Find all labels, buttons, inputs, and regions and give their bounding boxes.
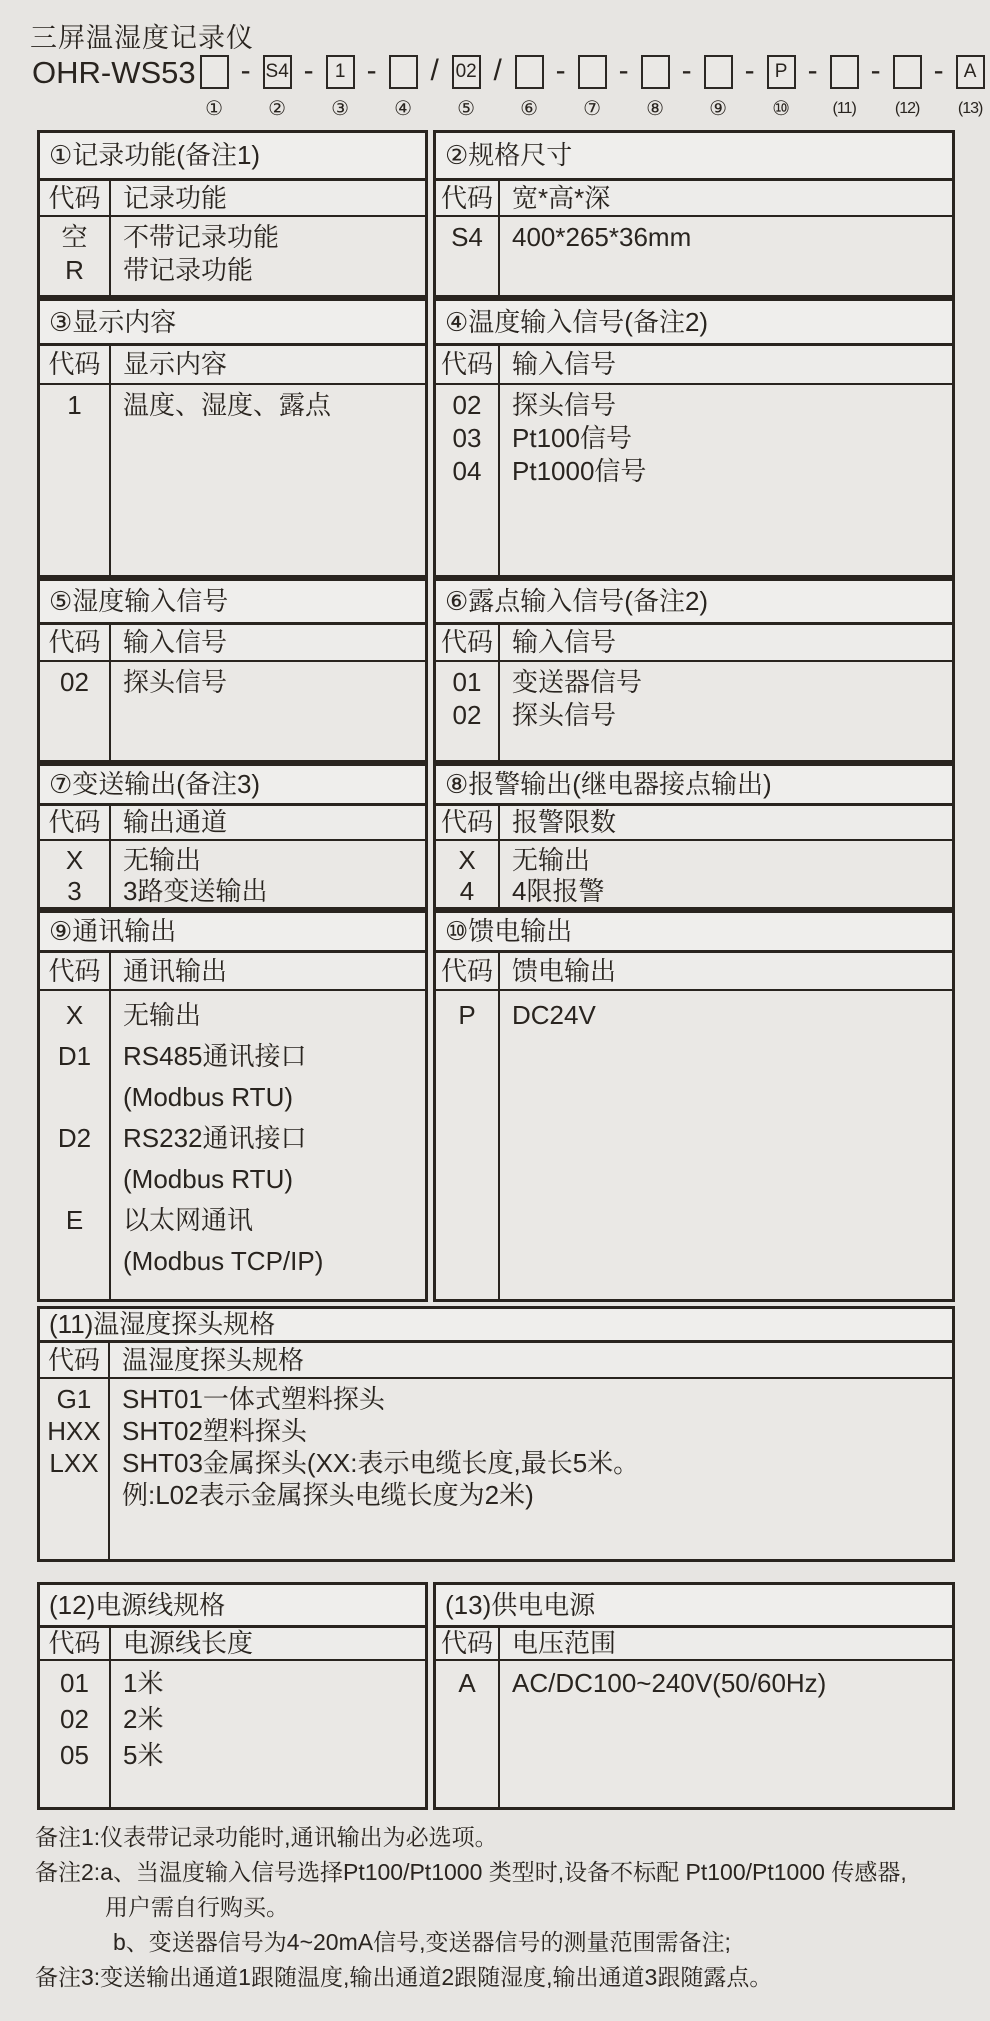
desc-value: (Modbus RTU) xyxy=(123,1164,294,1194)
desc-cell xyxy=(111,991,425,1299)
code-cell xyxy=(436,662,500,760)
code-cell xyxy=(436,385,500,575)
code-value: HXX xyxy=(47,1416,101,1446)
code-value: P xyxy=(458,1000,476,1030)
footnote-1: 备注1:仪表带记录功能时,通讯输出为必选项。 xyxy=(35,1824,498,1850)
model-slot-8 xyxy=(640,55,671,120)
model-box-8 xyxy=(641,55,670,89)
code-cell xyxy=(436,841,500,907)
desc-cell xyxy=(500,385,952,575)
code-value: 01 xyxy=(60,1668,89,1698)
code-value: 02 xyxy=(452,390,482,420)
model-code-row xyxy=(32,55,986,120)
code-value: E xyxy=(65,1205,84,1235)
section-8-alarm-output xyxy=(433,763,955,910)
code-cell xyxy=(40,841,111,907)
section-12-title: (12)电源线规格 xyxy=(40,1585,425,1628)
model-box-4 xyxy=(389,55,418,89)
code-value: 03 xyxy=(452,423,482,453)
code-value: 01 xyxy=(452,667,482,697)
code-value: S4 xyxy=(451,222,483,252)
section-11-body xyxy=(40,1379,952,1559)
position-label-9: ⑨ xyxy=(709,98,728,120)
section-11-probe-spec xyxy=(37,1306,955,1562)
code-value: G1 xyxy=(56,1384,92,1414)
section-4-body xyxy=(436,385,952,575)
code-column-header: 代码 xyxy=(436,1628,500,1659)
desc-value: 不带记录功能 xyxy=(123,222,280,252)
code-value: 1 xyxy=(67,390,82,420)
desc-column-header: 馈电输出 xyxy=(512,956,617,986)
code-column-header: 代码 xyxy=(40,1343,110,1377)
section-4-temperature-input xyxy=(433,298,955,578)
code-value: X xyxy=(458,845,476,875)
section-7-column-headers xyxy=(40,806,425,841)
code-cell xyxy=(40,217,111,295)
desc-value: 无输出 xyxy=(512,845,591,875)
model-separator: - xyxy=(555,54,566,87)
model-separator: - xyxy=(744,54,755,87)
section-2-column-headers xyxy=(436,181,952,217)
position-label-8: ⑧ xyxy=(646,98,665,120)
section-1-record-function xyxy=(37,130,428,298)
position-label-10: ⑩ xyxy=(772,98,791,120)
position-label-11: (11) xyxy=(832,100,856,117)
desc-value: 400*265*36mm xyxy=(512,222,692,252)
code-value: 02 xyxy=(452,700,482,730)
desc-value: (Modbus RTU) xyxy=(123,1082,294,1112)
desc-value: Pt100信号 xyxy=(512,423,632,453)
code-value xyxy=(40,1159,109,1200)
section-1-column-headers xyxy=(40,181,425,217)
footnotes xyxy=(35,1820,980,1995)
section-1-title: ①记录功能(备注1) xyxy=(40,133,425,181)
code-value: D1 xyxy=(57,1041,92,1071)
model-box-9 xyxy=(704,55,733,89)
desc-column-header: 显示内容 xyxy=(123,349,228,379)
section-13-title: (13)供电电源 xyxy=(436,1585,952,1628)
model-separator: - xyxy=(366,54,377,87)
section-5-body xyxy=(40,662,425,760)
desc-column-header: 记录功能 xyxy=(123,183,228,213)
code-value: 3 xyxy=(67,876,82,906)
position-label-1: ① xyxy=(205,98,224,120)
code-value: 02 xyxy=(60,1704,89,1734)
section-7-body xyxy=(40,841,425,907)
section-4-column-headers xyxy=(436,346,952,385)
section-3-title: ③显示内容 xyxy=(40,301,425,346)
desc-value: 1米 xyxy=(123,1668,164,1698)
section-6-title: ⑥露点输入信号(备注2) xyxy=(436,581,952,625)
code-value: LXX xyxy=(49,1448,99,1478)
section-11-column-headers xyxy=(40,1343,952,1379)
code-value xyxy=(40,1077,109,1118)
desc-column-header: 宽*高*深 xyxy=(512,183,611,213)
section-9-title: ⑨通讯输出 xyxy=(40,913,425,953)
code-value: 05 xyxy=(60,1740,89,1770)
model-box-11 xyxy=(830,55,859,89)
code-cell xyxy=(40,1379,110,1559)
code-column-header: 代码 xyxy=(436,346,500,383)
page-title: 三屏温湿度记录仪 xyxy=(30,23,254,53)
desc-value: 温度、湿度、露点 xyxy=(123,390,332,420)
section-6-column-headers xyxy=(436,625,952,662)
code-value: X xyxy=(65,845,84,875)
desc-cell xyxy=(500,662,952,760)
desc-cell xyxy=(500,1661,952,1807)
model-prefix: OHR-WS53 xyxy=(32,55,196,90)
model-box-2: S4 xyxy=(263,55,292,89)
code-column-header: 代码 xyxy=(40,806,111,839)
section-13-power-supply xyxy=(433,1582,955,1810)
section-3-display-content xyxy=(37,298,428,578)
model-box-7 xyxy=(578,55,607,89)
desc-value: 探头信号 xyxy=(512,390,617,420)
model-slot-5 xyxy=(451,55,482,120)
model-box-3: 1 xyxy=(326,55,355,89)
model-box-6 xyxy=(515,55,544,89)
model-separator: / xyxy=(493,54,502,87)
section-1-body xyxy=(40,217,425,295)
desc-value: AC/DC100~240V(50/60Hz) xyxy=(512,1668,827,1698)
desc-value: 变送器信号 xyxy=(512,667,643,697)
position-label-5: ⑤ xyxy=(457,98,476,120)
section-10-feed-output xyxy=(433,910,955,1302)
desc-column-header: 通讯输出 xyxy=(123,956,228,986)
section-9-communication-output xyxy=(37,910,428,1302)
section-3-body xyxy=(40,385,425,575)
position-label-3: ③ xyxy=(331,98,350,120)
desc-cell xyxy=(111,217,425,295)
model-separator: - xyxy=(870,54,881,87)
desc-value: RS232通讯接口 xyxy=(123,1123,307,1153)
desc-column-header: 电源线长度 xyxy=(123,1628,254,1658)
code-column-header: 代码 xyxy=(40,181,111,215)
section-9-body xyxy=(40,991,425,1299)
section-2-body xyxy=(436,217,952,295)
section-13-body xyxy=(436,1661,952,1807)
model-slot-3 xyxy=(325,55,356,120)
desc-value: 探头信号 xyxy=(512,700,617,730)
code-cell xyxy=(40,662,111,760)
code-column-header: 代码 xyxy=(40,346,111,383)
desc-cell xyxy=(110,1379,952,1559)
desc-value: 3路变送输出 xyxy=(123,876,268,906)
desc-column-header: 报警限数 xyxy=(512,807,617,837)
section-2-dimensions xyxy=(433,130,955,298)
model-slot-6 xyxy=(514,55,545,120)
desc-value: 带记录功能 xyxy=(123,255,254,285)
code-cell xyxy=(436,217,500,295)
code-value: R xyxy=(65,255,84,285)
desc-value: 5米 xyxy=(123,1740,164,1770)
position-label-4: ④ xyxy=(394,98,413,120)
code-column-header: 代码 xyxy=(436,953,500,989)
desc-value: 4限报警 xyxy=(512,876,605,906)
code-cell xyxy=(40,1661,111,1807)
code-value: 4 xyxy=(459,876,475,906)
model-box-1 xyxy=(200,55,229,89)
position-label-12: (12) xyxy=(894,100,920,117)
section-2-title: ②规格尺寸 xyxy=(436,133,952,181)
section-13-column-headers xyxy=(436,1628,952,1661)
code-cell xyxy=(40,385,111,575)
section-8-body xyxy=(436,841,952,907)
desc-value: SHT03金属探头(XX:表示电缆长度,最长5米。 xyxy=(122,1448,640,1478)
model-slot-13 xyxy=(955,55,986,120)
model-slot-11 xyxy=(829,55,860,120)
model-separator: - xyxy=(807,54,818,87)
section-6-dewpoint-input xyxy=(433,578,955,763)
desc-value: DC24V xyxy=(512,1000,596,1030)
code-column-header: 代码 xyxy=(40,953,111,989)
section-5-humidity-input xyxy=(37,578,428,763)
code-value: A xyxy=(458,1668,476,1698)
section-8-title: ⑧报警输出(继电器接点输出) xyxy=(436,766,952,806)
model-box-5: 02 xyxy=(452,55,481,89)
position-label-7: ⑦ xyxy=(583,98,602,120)
desc-value: 探头信号 xyxy=(123,667,228,697)
code-value xyxy=(40,1241,109,1282)
desc-cell xyxy=(500,991,952,1299)
model-box-10: P xyxy=(767,55,796,89)
section-11-title: (11)温湿度探头规格 xyxy=(40,1309,952,1343)
desc-cell xyxy=(111,1661,425,1807)
position-label-6: ⑥ xyxy=(520,98,539,120)
code-value: 04 xyxy=(452,456,482,486)
model-slot-7 xyxy=(577,55,608,120)
model-slot-1 xyxy=(199,55,230,120)
code-value: 空 xyxy=(61,222,88,252)
footnote-2b: b、变送器信号为4~20mA信号,变送器信号的测量范围需备注; xyxy=(113,1929,731,1955)
section-7-title: ⑦变送输出(备注3) xyxy=(40,766,425,806)
code-cell xyxy=(436,991,500,1299)
section-12-body xyxy=(40,1661,425,1807)
desc-column-header: 输出通道 xyxy=(123,807,228,837)
desc-value: 例:L02表示金属探头电缆长度为2米) xyxy=(122,1480,534,1510)
model-separator: / xyxy=(430,54,439,87)
section-6-body xyxy=(436,662,952,760)
model-slot-4 xyxy=(388,55,419,120)
position-label-13: (13) xyxy=(957,100,983,117)
model-slot-10 xyxy=(766,55,797,120)
code-value xyxy=(40,1479,108,1511)
desc-value: SHT02塑料探头 xyxy=(122,1416,307,1446)
code-column-header: 代码 xyxy=(40,625,111,660)
footnote-2a-continued: 用户需自行购买。 xyxy=(105,1894,289,1920)
code-value: D2 xyxy=(57,1123,92,1153)
desc-value: (Modbus TCP/IP) xyxy=(123,1246,324,1276)
desc-column-header: 电压范围 xyxy=(512,1628,617,1658)
section-8-column-headers xyxy=(436,806,952,841)
desc-column-header: 输入信号 xyxy=(512,349,617,379)
desc-cell xyxy=(111,841,425,907)
code-column-header: 代码 xyxy=(40,1628,111,1659)
desc-column-header: 温湿度探头规格 xyxy=(122,1345,305,1375)
model-box-12 xyxy=(893,55,922,89)
position-label-2: ② xyxy=(268,98,287,120)
model-separator: - xyxy=(933,54,944,87)
code-value: X xyxy=(65,1000,84,1030)
code-cell xyxy=(436,1661,500,1807)
section-10-title: ⑩馈电输出 xyxy=(436,913,952,953)
code-column-header: 代码 xyxy=(436,181,500,215)
code-column-header: 代码 xyxy=(436,806,500,839)
section-10-body xyxy=(436,991,952,1299)
code-value: 02 xyxy=(60,667,89,697)
model-separator: - xyxy=(681,54,692,87)
section-12-column-headers xyxy=(40,1628,425,1661)
desc-cell xyxy=(111,662,425,760)
desc-cell xyxy=(111,385,425,575)
desc-value: Pt1000信号 xyxy=(512,456,647,486)
model-separator: - xyxy=(303,54,314,87)
section-4-title: ④温度输入信号(备注2) xyxy=(436,301,952,346)
desc-value: 无输出 xyxy=(123,1000,202,1030)
section-3-column-headers xyxy=(40,346,425,385)
section-12-power-cord xyxy=(37,1582,428,1810)
desc-value: RS485通讯接口 xyxy=(123,1041,307,1071)
model-separator: - xyxy=(618,54,629,87)
desc-value: SHT01一体式塑料探头 xyxy=(122,1384,385,1414)
model-slot-12 xyxy=(892,55,923,120)
desc-cell xyxy=(500,217,952,295)
section-7-transmit-output xyxy=(37,763,428,910)
footnote-2a: 备注2:a、当温度输入信号选择Pt100/Pt1000 类型时,设备不标配 Pt100/Pt1000 传感器, xyxy=(35,1859,907,1885)
model-box-13: A xyxy=(956,55,985,89)
model-slot-9 xyxy=(703,55,734,120)
desc-value: 以太网通讯 xyxy=(123,1205,254,1235)
desc-cell xyxy=(500,841,952,907)
section-5-title: ⑤湿度输入信号 xyxy=(40,581,425,625)
model-separator: - xyxy=(240,54,251,87)
desc-value: 2米 xyxy=(123,1704,164,1734)
section-10-column-headers xyxy=(436,953,952,991)
section-5-column-headers xyxy=(40,625,425,662)
code-cell xyxy=(40,991,111,1299)
desc-column-header: 输入信号 xyxy=(512,627,617,657)
code-column-header: 代码 xyxy=(436,625,500,660)
section-9-column-headers xyxy=(40,953,425,991)
footnote-3: 备注3:变送输出通道1跟随温度,输出通道2跟随湿度,输出通道3跟随露点。 xyxy=(35,1964,773,1990)
desc-value: 无输出 xyxy=(123,845,202,875)
model-slot-2 xyxy=(262,55,293,120)
desc-column-header: 输入信号 xyxy=(123,627,228,657)
